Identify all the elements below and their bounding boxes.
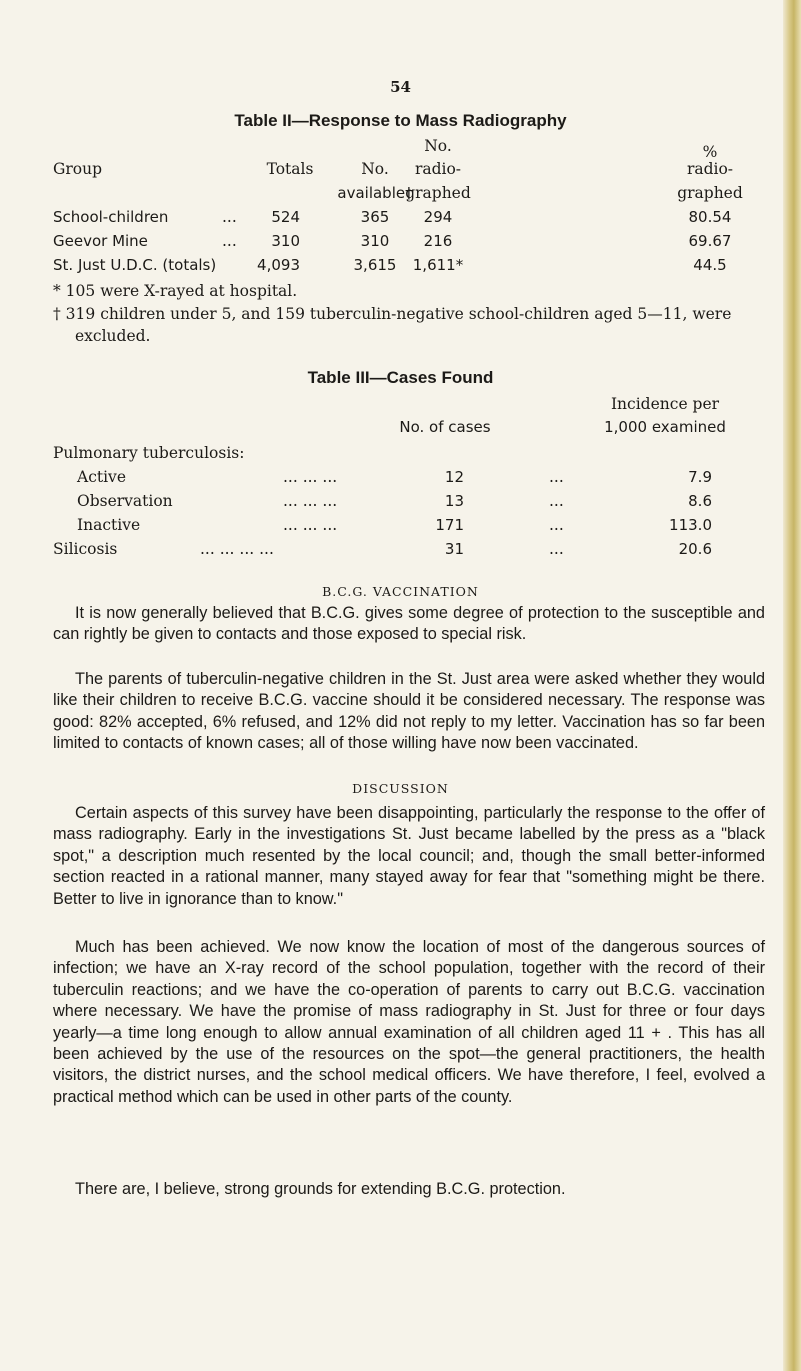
table2-footnote-dagger [53, 303, 763, 347]
table2-header-radiographed-1: No. [424, 137, 452, 155]
table2-header-percent-1: % [702, 143, 718, 161]
table2-header-percent-3: graphed [677, 184, 743, 202]
table2-header-available-1: No. [361, 160, 389, 178]
table2-row-totals: 310 [271, 232, 300, 250]
table3-header-incidence-2: 1,000 examined [604, 418, 726, 436]
table3-header-incidence-1: Incidence per [610, 395, 720, 413]
table3-row-dots: ... [549, 468, 564, 486]
table3-row-dots: ... ... ... [283, 492, 338, 510]
table3-row-cases: 31 [444, 540, 464, 558]
table2-row-totals: 524 [271, 208, 300, 226]
discussion-paragraph-1: Certain aspects of this survey have been disappointing, particularly the response to the offer of mass radiography. Early in the investigations St. Just became labelled by the press as a "black spot," a description much resented by the local council; and, though the small better-informed section reacted in a rational manner, many stayed away for fear that "something might be there. Better to live in ignorance than to know." [53, 804, 765, 908]
table3-row-incidence: 7.9 [688, 468, 712, 486]
table2-row-available: 3,615 [353, 256, 397, 274]
table2-header-percent-2: radio- [686, 160, 734, 178]
table2-footnote-dagger-text: † 319 children under 5, and 159 tuberculin-negative school-children aged 5—11, were excluded. [53, 305, 732, 345]
table3-row-dots: ... ... ... [283, 516, 338, 534]
table3-row-cases: 171 [435, 516, 464, 534]
table2-title: Table II—Response to Mass Radiography [234, 111, 567, 130]
table3-row-cases: 12 [444, 468, 464, 486]
table3-row-incidence: 113.0 [669, 516, 712, 534]
table2-row-totals: 4,093 [257, 256, 300, 274]
table2-row-radiographed: 294 [423, 208, 453, 226]
discussion-heading: DISCUSSION [352, 781, 449, 796]
discussion-paragraph-2: Much has been achieved. We now know the location of most of the dangerous sources of infection; we have an X-ray record of the school population, together with the record of their tuberculin reactions; and we have the co-operation of parents to carry out B.C.G. vaccination where necessary. We have the promise of mass radiography in St. Just for three or four days yearly—a time long enough to allow annual examination of all children aged 11 + . This has all been achieved by the use of the resources on the spot—the general practitioners, the health visitors, the district nurses, and the school medical officers. We have therefore, I feel, evolved a practical method which can be used in other parts of the county. [53, 938, 765, 1106]
table2-row-available: 365 [360, 208, 390, 226]
table3-row-cases: 13 [444, 492, 464, 510]
table2-row-available: 310 [360, 232, 390, 250]
table2-header-radiographed-2: radio- [414, 160, 462, 178]
table2-header-group: Group [53, 160, 103, 178]
table2-row-group: Geevor Mine [53, 232, 148, 250]
bcg-heading: B.C.G. VACCINATION [322, 584, 479, 599]
discussion-paragraph-3: There are, I believe, strong grounds for extending B.C.G. protection. [75, 1180, 566, 1198]
table3-row-incidence: 8.6 [688, 492, 712, 510]
table2-footnote-asterisk: * 105 were X-rayed at hospital. [53, 282, 298, 300]
table2-row-dots: ... [222, 208, 237, 226]
table3-row-incidence: 20.6 [678, 540, 712, 558]
table2-row-radiographed: 1,611* [412, 256, 464, 274]
table3-title: Table III—Cases Found [307, 368, 494, 387]
table2-header-radiographed-3: graphed [405, 184, 471, 202]
bcg-paragraph-2: The parents of tuberculin-negative children in the St. Just area were asked whether they would like their children to receive B.C.G. vaccine should it be considered necessary. The response was good: 82% accepted, 6% refused, and 12% did not reply to my letter. Vaccination has so far been limited to contacts of known cases; all of those willing have now been vaccinated. [53, 670, 765, 753]
page-number: 54 [390, 78, 411, 96]
table2-header-available-2: available† [337, 184, 413, 202]
table2-row-radiographed: 216 [423, 232, 453, 250]
table2-row-percent: 80.54 [688, 208, 732, 226]
table3-header-cases: No. of cases [399, 418, 491, 436]
table3-row-label: Observation [77, 492, 173, 510]
bcg-paragraph-1: It is now generally believed that B.C.G. gives some degree of protection to the susceptible and can rightly be given to contacts and those exposed to special risk. [53, 604, 765, 644]
table2-row-dots: ... [222, 232, 237, 250]
table3-row-label: Inactive [77, 516, 141, 534]
table3-row-dots: ... ... ... ... [200, 540, 274, 558]
table3-row-dots: ... ... ... [283, 468, 338, 486]
table3-section-label: Pulmonary tuberculosis: [53, 444, 245, 462]
table3-row-dots: ... [549, 516, 564, 534]
table3-row-label: Silicosis [53, 540, 118, 558]
table2-row-group: School-children [53, 208, 169, 226]
table2-row-percent: 69.67 [688, 232, 732, 250]
table2-row-group: St. Just U.D.C. (totals) [53, 256, 217, 274]
table2-row-percent: 44.5 [693, 256, 727, 274]
table3-row-dots: ... [549, 540, 564, 558]
table2-header-totals: Totals [266, 160, 314, 178]
page-edge-binding [783, 0, 801, 1371]
table3-row-dots: ... [549, 492, 564, 510]
table3-row-label: Active [77, 468, 126, 486]
